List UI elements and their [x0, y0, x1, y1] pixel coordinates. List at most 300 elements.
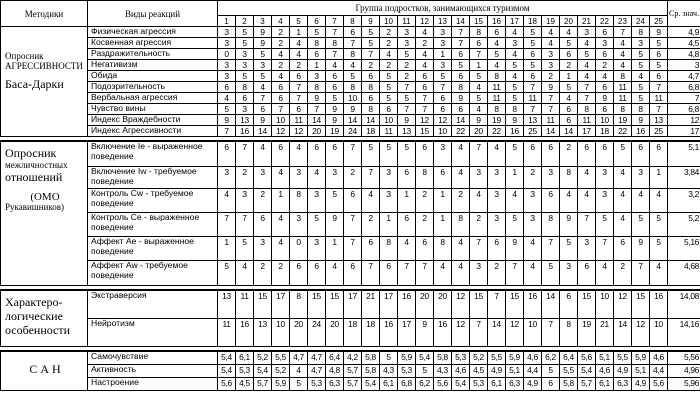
value-cell: 2: [236, 167, 254, 189]
value-cell: 4: [272, 237, 290, 261]
subject-number: 15: [470, 16, 488, 27]
value-cell: 7: [326, 27, 344, 38]
value-cell: 5,4: [218, 351, 236, 365]
value-cell: 3: [434, 27, 452, 38]
value-cell: 8: [344, 49, 362, 60]
value-cell: 21: [596, 319, 614, 347]
method-line: отношений: [5, 170, 63, 184]
value-cell: 8: [416, 167, 434, 189]
method-line: Рукавишников): [5, 202, 65, 212]
value-cell: 3: [488, 189, 506, 213]
value-cell: 6: [326, 71, 344, 82]
value-cell: 1: [470, 60, 488, 71]
value-cell: 2: [254, 189, 272, 213]
group-title: Группа подростков, занимающихся туризмом: [218, 1, 668, 16]
value-cell: 1: [434, 213, 452, 237]
value-cell: 4,7: [308, 365, 326, 378]
value-cell: 12: [290, 126, 308, 137]
value-cell: 11: [614, 93, 632, 104]
value-cell: 15: [506, 290, 524, 319]
method-line: Опросник АГРЕССИВНОСТИ: [5, 51, 83, 71]
value-cell: 4: [542, 27, 560, 38]
value-cell: 5: [560, 82, 578, 93]
value-cell: 6,1: [380, 378, 398, 391]
value-cell: 15: [632, 290, 650, 319]
value-cell: 11: [380, 126, 398, 137]
value-cell: 5: [650, 38, 668, 49]
value-cell: 8: [452, 82, 470, 93]
value-cell: 3: [218, 27, 236, 38]
value-cell: 6: [434, 167, 452, 189]
value-cell: 7: [362, 167, 380, 189]
value-cell: 7: [308, 104, 326, 115]
value-cell: 12: [452, 319, 470, 347]
value-cell: 4: [506, 189, 524, 213]
value-cell: 6: [650, 71, 668, 82]
table-row: [1, 261, 700, 286]
value-cell: 5: [308, 27, 326, 38]
value-cell: 6: [596, 49, 614, 60]
value-cell: 20: [326, 319, 344, 347]
value-cell: 11: [578, 115, 596, 126]
value-cell: 5,9: [272, 378, 290, 391]
value-cell: 4: [254, 82, 272, 93]
value-cell: 4: [614, 213, 632, 237]
value-cell: 5: [506, 141, 524, 167]
method-line: (ОМО: [30, 191, 60, 203]
value-cell: 21: [362, 290, 380, 319]
value-cell: 2: [560, 141, 578, 167]
value-cell: 5: [398, 93, 416, 104]
value-cell: 25: [524, 126, 542, 137]
value-cell: 5,4: [362, 378, 380, 391]
value-cell: 7: [416, 104, 434, 115]
value-cell: 9: [560, 213, 578, 237]
value-cell: 12: [272, 126, 290, 137]
value-cell: 7: [470, 237, 488, 261]
value-cell: 6: [290, 104, 308, 115]
value-cell: 7: [452, 38, 470, 49]
value-cell: 5: [434, 71, 452, 82]
value-cell: 5: [326, 93, 344, 104]
value-cell: 4: [272, 167, 290, 189]
value-cell: 6: [452, 104, 470, 115]
value-cell: 3: [560, 261, 578, 286]
table-row: [1, 49, 700, 60]
value-cell: 16: [398, 290, 416, 319]
value-cell: 4,5: [470, 365, 488, 378]
value-cell: 8: [614, 71, 632, 82]
value-cell: 3: [506, 38, 524, 49]
value-cell: 15: [416, 126, 434, 137]
value-cell: 5: [416, 365, 434, 378]
value-cell: 6: [362, 93, 380, 104]
table-row: [1, 319, 700, 347]
value-cell: 7: [650, 82, 668, 93]
value-cell: 2: [614, 261, 632, 286]
value-cell: 1: [218, 237, 236, 261]
value-cell: 8: [344, 82, 362, 93]
value-cell: 6: [272, 141, 290, 167]
value-cell: 5: [470, 93, 488, 104]
value-cell: 8: [308, 38, 326, 49]
value-cell: 5,7: [254, 378, 272, 391]
value-cell: 5,7: [344, 365, 362, 378]
value-cell: 4: [452, 237, 470, 261]
value-cell: 6: [560, 104, 578, 115]
value-cell: 6: [452, 71, 470, 82]
value-cell: 8: [542, 213, 560, 237]
value-cell: 4: [380, 49, 398, 60]
value-cell: 16: [380, 319, 398, 347]
method-line: особенности: [5, 323, 71, 337]
value-cell: 6: [650, 141, 668, 167]
value-cell: 4: [614, 60, 632, 71]
value-cell: 14: [308, 115, 326, 126]
mean-value: 17: [668, 126, 700, 137]
value-cell: 7: [218, 126, 236, 137]
value-cell: 5,9: [506, 351, 524, 365]
table-row: [1, 378, 700, 391]
value-cell: 1: [434, 49, 452, 60]
value-cell: 3: [290, 167, 308, 189]
value-cell: 4: [416, 60, 434, 71]
value-cell: 4: [578, 167, 596, 189]
value-cell: 22: [488, 126, 506, 137]
reaction-label: Контроль Ce - выраженное поведение: [88, 213, 218, 237]
reaction-label: Косвенная агрессия: [88, 38, 218, 49]
value-cell: 12: [416, 115, 434, 126]
value-cell: 3: [218, 167, 236, 189]
value-cell: 3: [434, 141, 452, 167]
value-cell: 6: [542, 141, 560, 167]
value-cell: 9: [254, 115, 272, 126]
value-cell: 8: [236, 82, 254, 93]
value-cell: 6: [236, 93, 254, 104]
value-cell: 8: [308, 82, 326, 93]
value-cell: 2: [254, 261, 272, 286]
value-cell: 4: [524, 237, 542, 261]
value-cell: 0: [290, 237, 308, 261]
value-cell: 15: [578, 290, 596, 319]
value-cell: 2: [290, 60, 308, 71]
value-cell: 5: [308, 213, 326, 237]
value-cell: 6: [272, 82, 290, 93]
value-cell: 5,2: [254, 351, 272, 365]
value-cell: 4: [488, 38, 506, 49]
value-cell: 14: [362, 115, 380, 126]
value-cell: 11: [236, 290, 254, 319]
value-cell: 5,8: [434, 351, 452, 365]
value-cell: 4: [560, 189, 578, 213]
value-cell: 10: [380, 115, 398, 126]
value-cell: 5,3: [452, 351, 470, 365]
reaction-label: Негативизм: [88, 60, 218, 71]
mean-value: 4,7: [668, 71, 700, 82]
value-cell: 4: [506, 71, 524, 82]
value-cell: 8: [362, 104, 380, 115]
reaction-label: Индекс Агрессивности: [88, 126, 218, 137]
value-cell: 4,4: [524, 365, 542, 378]
value-cell: 2: [380, 27, 398, 38]
subject-number: 4: [272, 16, 290, 27]
value-cell: 5,8: [362, 365, 380, 378]
value-cell: 3: [434, 38, 452, 49]
value-cell: 7: [578, 213, 596, 237]
value-cell: 10: [272, 115, 290, 126]
subject-number: 1: [218, 16, 236, 27]
value-cell: 7: [398, 104, 416, 115]
value-cell: 2: [560, 60, 578, 71]
value-cell: 6: [380, 261, 398, 286]
value-cell: 4: [596, 261, 614, 286]
value-cell: 11: [218, 319, 236, 347]
value-cell: 4: [344, 60, 362, 71]
value-cell: 8: [578, 104, 596, 115]
value-cell: 17: [380, 290, 398, 319]
value-cell: 7: [344, 38, 362, 49]
subject-number: 8: [344, 16, 362, 27]
value-cell: 2: [542, 71, 560, 82]
value-cell: 3: [488, 167, 506, 189]
reaction-label: Активность: [88, 365, 218, 378]
value-cell: 9: [326, 115, 344, 126]
value-cell: 4: [524, 261, 542, 286]
value-cell: 7: [650, 104, 668, 115]
reaction-label: Обида: [88, 71, 218, 82]
value-cell: 3: [308, 189, 326, 213]
subject-number: 23: [614, 16, 632, 27]
reaction-label: Контроль Cw - требуемое поведение: [88, 189, 218, 213]
value-cell: 5: [470, 71, 488, 82]
table-row: [1, 38, 700, 49]
value-cell: 6: [524, 49, 542, 60]
value-cell: 10: [596, 290, 614, 319]
value-cell: 20: [434, 290, 452, 319]
value-cell: 4: [488, 141, 506, 167]
value-cell: 3: [596, 38, 614, 49]
value-cell: 6: [542, 189, 560, 213]
value-cell: 9: [254, 27, 272, 38]
value-cell: 3: [236, 60, 254, 71]
subject-number: 21: [578, 16, 596, 27]
value-cell: 4: [578, 189, 596, 213]
value-cell: 7: [524, 82, 542, 93]
value-cell: 1: [650, 167, 668, 189]
subject-number: 3: [254, 16, 272, 27]
value-cell: 7: [542, 237, 560, 261]
value-cell: 13: [524, 115, 542, 126]
value-cell: 5: [524, 60, 542, 71]
value-cell: 4: [236, 261, 254, 286]
value-cell: 14: [614, 319, 632, 347]
value-cell: 5,6: [218, 378, 236, 391]
value-cell: 4: [632, 189, 650, 213]
value-cell: 5: [254, 71, 272, 82]
method-line: С А Н: [29, 362, 61, 376]
mean-value: 4,8: [668, 49, 700, 60]
value-cell: 4: [470, 82, 488, 93]
value-cell: 7: [326, 49, 344, 60]
value-cell: 6: [290, 261, 308, 286]
value-cell: 5: [632, 60, 650, 71]
value-cell: 16: [434, 319, 452, 347]
value-cell: 5: [380, 351, 398, 365]
value-cell: 14: [254, 126, 272, 137]
value-cell: 7: [614, 27, 632, 38]
value-cell: 4: [596, 71, 614, 82]
value-cell: 5: [218, 261, 236, 286]
value-cell: 5: [524, 27, 542, 38]
reaction-label: Самочувствие: [88, 351, 218, 365]
value-cell: 10: [434, 126, 452, 137]
value-cell: 5,6: [578, 351, 596, 365]
table-body: [1, 1, 700, 391]
value-cell: 8: [488, 71, 506, 82]
value-cell: 12: [632, 319, 650, 347]
value-cell: 5,6: [434, 378, 452, 391]
value-cell: 5: [524, 38, 542, 49]
value-cell: 5,5: [272, 351, 290, 365]
value-cell: 5,3: [308, 378, 326, 391]
table-row: [1, 71, 700, 82]
value-cell: 3: [542, 60, 560, 71]
value-cell: 7: [632, 261, 650, 286]
value-cell: 5: [452, 60, 470, 71]
value-cell: 5,5: [560, 365, 578, 378]
value-cell: 6: [614, 237, 632, 261]
value-cell: 3: [524, 189, 542, 213]
value-cell: 4,4: [650, 365, 668, 378]
value-cell: 7: [218, 213, 236, 237]
value-cell: 18: [344, 319, 362, 347]
value-cell: 7: [596, 237, 614, 261]
value-cell: 2: [272, 60, 290, 71]
value-cell: 4,8: [326, 365, 344, 378]
value-cell: 9: [542, 82, 560, 93]
value-cell: 5: [380, 71, 398, 82]
value-cell: 5: [632, 82, 650, 93]
value-cell: 5: [614, 141, 632, 167]
value-cell: 6,1: [236, 351, 254, 365]
value-cell: 6: [596, 141, 614, 167]
value-cell: 10: [524, 319, 542, 347]
value-cell: 5,2: [272, 365, 290, 378]
value-cell: 3: [470, 261, 488, 286]
value-cell: 18: [362, 126, 380, 137]
value-cell: 25: [650, 126, 668, 137]
value-cell: 5,5: [488, 351, 506, 365]
value-cell: 6,3: [506, 378, 524, 391]
value-cell: 6: [560, 49, 578, 60]
value-cell: 7: [236, 141, 254, 167]
value-cell: 5,8: [560, 378, 578, 391]
value-cell: 6: [524, 141, 542, 167]
value-cell: 5,7: [344, 378, 362, 391]
value-cell: 5,4: [452, 378, 470, 391]
mean-value: 4,9: [668, 27, 700, 38]
value-cell: 5: [596, 213, 614, 237]
value-cell: 6,4: [326, 351, 344, 365]
value-cell: 2: [380, 60, 398, 71]
value-cell: 20: [308, 126, 326, 137]
value-cell: 4,3: [434, 365, 452, 378]
value-cell: 7: [542, 104, 560, 115]
value-cell: 7: [578, 93, 596, 104]
value-cell: 15: [254, 290, 272, 319]
value-cell: 2: [416, 213, 434, 237]
value-cell: 3: [434, 60, 452, 71]
value-cell: 6,3: [326, 378, 344, 391]
subject-number: 6: [308, 16, 326, 27]
value-cell: 6: [308, 141, 326, 167]
value-cell: 2: [362, 60, 380, 71]
subject-number: 17: [506, 16, 524, 27]
value-cell: 2: [452, 189, 470, 213]
value-cell: 6: [416, 141, 434, 167]
value-cell: 19: [326, 126, 344, 137]
value-cell: 22: [614, 126, 632, 137]
value-cell: 1: [326, 237, 344, 261]
value-cell: 6: [488, 237, 506, 261]
value-cell: 4,9: [632, 378, 650, 391]
value-cell: 5: [506, 93, 524, 104]
value-cell: 3: [236, 189, 254, 213]
value-cell: 12: [434, 115, 452, 126]
value-cell: 11: [488, 93, 506, 104]
value-cell: 4: [578, 38, 596, 49]
value-cell: 4: [272, 213, 290, 237]
value-cell: 1: [290, 27, 308, 38]
value-cell: 6: [578, 261, 596, 286]
value-cell: 4: [272, 49, 290, 60]
value-cell: 8: [506, 104, 524, 115]
value-cell: 6: [632, 141, 650, 167]
value-cell: 2: [524, 167, 542, 189]
table-row: [1, 126, 700, 137]
table-row: [1, 167, 700, 189]
value-cell: 5: [632, 93, 650, 104]
value-cell: 19: [488, 115, 506, 126]
value-cell: 18: [362, 319, 380, 347]
reaction-label: Чувство вины: [88, 104, 218, 115]
value-cell: 8: [488, 104, 506, 115]
value-cell: 16: [236, 319, 254, 347]
value-cell: 2: [398, 71, 416, 82]
value-cell: 7: [236, 213, 254, 237]
value-cell: 4: [632, 71, 650, 82]
value-cell: 6: [254, 213, 272, 237]
value-cell: 4,5: [236, 378, 254, 391]
value-cell: 9: [506, 115, 524, 126]
value-cell: 3: [542, 167, 560, 189]
reaction-label: Подозрительность: [88, 82, 218, 93]
value-cell: 17: [398, 319, 416, 347]
value-cell: 5: [398, 141, 416, 167]
value-cell: 3: [596, 167, 614, 189]
value-cell: 3: [380, 189, 398, 213]
method-line: Баса-Дарки: [5, 77, 64, 91]
value-cell: 3: [488, 213, 506, 237]
value-cell: 3: [578, 237, 596, 261]
value-cell: 5: [506, 82, 524, 93]
value-cell: 8: [362, 82, 380, 93]
value-cell: 4: [362, 189, 380, 213]
value-cell: 2: [272, 261, 290, 286]
value-cell: 5: [506, 60, 524, 71]
value-cell: 8: [326, 38, 344, 49]
value-cell: 1: [560, 71, 578, 82]
